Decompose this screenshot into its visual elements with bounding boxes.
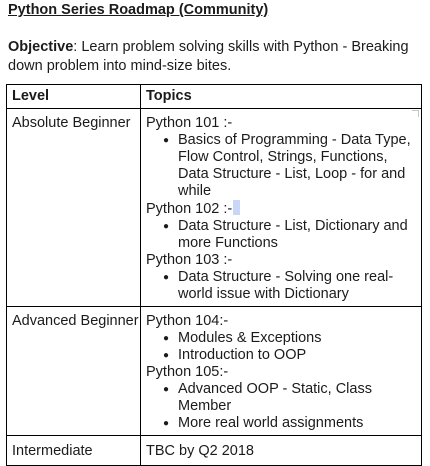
list-item: ● Data Structure - List, Dictionary and more Functions xyxy=(178,218,421,252)
list-item: ● More real world assignments xyxy=(178,415,421,432)
list-item: ● Advanced OOP - Static, Class Member xyxy=(178,381,421,415)
course-name: Python 105:- xyxy=(146,364,229,380)
course-name-with-cursor xyxy=(146,200,421,218)
topic-list xyxy=(146,381,421,432)
cell-corner-marker xyxy=(412,110,419,117)
course-name: Python 101 :- xyxy=(146,115,233,131)
level-cell[interactable]: Intermediate xyxy=(7,436,141,466)
objective-paragraph xyxy=(8,38,422,76)
roadmap-table xyxy=(6,84,422,466)
document-title: Python Series Roadmap (Community) xyxy=(8,2,269,18)
course-name: Python 103 :- xyxy=(146,252,233,268)
topic-list xyxy=(146,269,421,303)
topics-cell[interactable]: TBC by Q2 2018 xyxy=(141,436,422,466)
table-header-row xyxy=(7,85,422,109)
topic-list xyxy=(146,218,421,252)
topic-list xyxy=(146,132,421,200)
level-cell[interactable]: Absolute Beginner xyxy=(7,109,141,307)
topic-list xyxy=(146,330,421,364)
table-row xyxy=(7,307,422,436)
header-level: Level xyxy=(7,85,141,109)
header-topics: Topics xyxy=(141,85,422,109)
topics-cell[interactable] xyxy=(141,307,422,436)
objective-text: : Learn problem solving skills with Python - Breaking down problem into mind-size bites. xyxy=(8,39,409,74)
text-cursor xyxy=(233,200,240,215)
list-item: ● Modules & Exceptions xyxy=(178,330,421,347)
list-item: ● Data Structure - Solving one real-world issue with Dictionary xyxy=(178,269,421,303)
course-name: Python 104:- xyxy=(146,313,229,329)
table-row xyxy=(7,436,422,466)
course-name: Python 102 :- xyxy=(146,201,233,217)
list-item: ● Basics of Programming - Data Type, Flow Control, Strings, Functions, Data Structure - List, Loop - for and while xyxy=(178,132,421,200)
level-cell[interactable]: Advanced Beginner xyxy=(7,307,141,436)
table-row xyxy=(7,109,422,307)
objective-label: Objective xyxy=(8,39,74,55)
topics-cell[interactable] xyxy=(141,109,422,307)
list-item: ● Introduction to OOP xyxy=(178,347,421,364)
